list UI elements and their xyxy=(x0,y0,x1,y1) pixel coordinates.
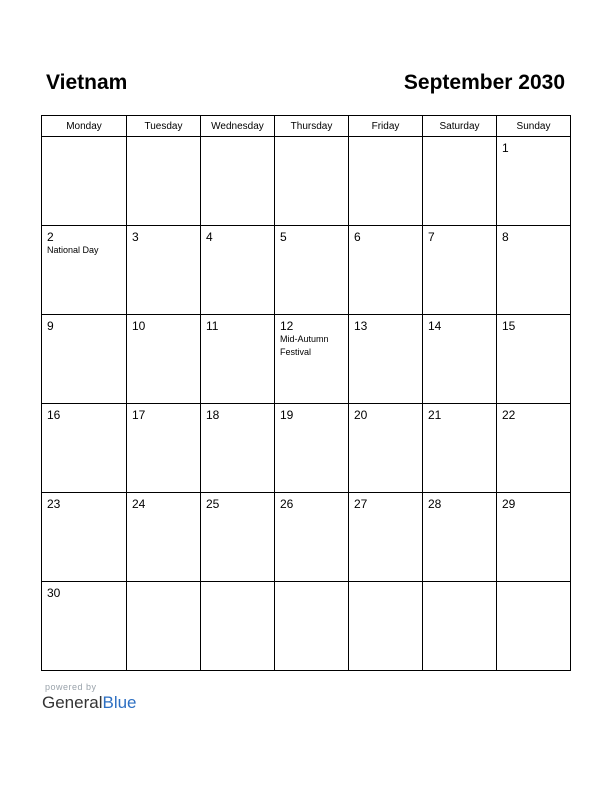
day-number: 1 xyxy=(502,141,509,155)
day-number: 21 xyxy=(428,408,442,422)
day-cell xyxy=(201,137,275,226)
powered-by-text: powered by xyxy=(45,682,97,692)
day-number: 5 xyxy=(280,230,287,244)
day-cell xyxy=(127,315,201,404)
day-number xyxy=(275,137,348,141)
day-number: 15 xyxy=(502,319,516,333)
day-cell xyxy=(349,493,423,582)
day-cell xyxy=(423,226,497,315)
day-cell xyxy=(497,582,571,671)
day-cell xyxy=(127,137,201,226)
weekday-header: Saturday xyxy=(423,116,497,137)
day-number: 9 xyxy=(47,319,54,333)
day-number: 27 xyxy=(354,497,368,511)
day-number: 11 xyxy=(206,319,219,333)
weekday-header: Wednesday xyxy=(201,116,275,137)
day-cell xyxy=(42,404,127,493)
logo-blue-text: Blue xyxy=(102,693,137,712)
day-cell xyxy=(423,582,497,671)
day-number: 29 xyxy=(502,497,516,511)
day-cell xyxy=(201,493,275,582)
weekday-header: Tuesday xyxy=(127,116,201,137)
day-cell xyxy=(127,404,201,493)
day-number: 24 xyxy=(132,497,146,511)
weekday-header: Friday xyxy=(349,116,423,137)
day-cell xyxy=(201,315,275,404)
day-number xyxy=(201,137,274,141)
month-title: September 2030 xyxy=(403,71,565,94)
calendar-grid xyxy=(41,115,571,671)
day-cell xyxy=(349,226,423,315)
day-number: 22 xyxy=(502,408,516,422)
day-number: 8 xyxy=(502,230,509,244)
day-cell xyxy=(127,493,201,582)
day-cell xyxy=(275,582,349,671)
day-number: 25 xyxy=(206,497,220,511)
day-cell xyxy=(497,315,571,404)
day-number xyxy=(497,582,570,586)
day-cell xyxy=(127,226,201,315)
day-cell xyxy=(201,582,275,671)
logo-general-text: General xyxy=(42,693,103,712)
day-number xyxy=(275,582,348,586)
week-row xyxy=(42,404,571,493)
day-cell xyxy=(127,582,201,671)
weekday-header: Thursday xyxy=(275,116,349,137)
day-number xyxy=(349,582,422,586)
day-number xyxy=(423,582,496,586)
day-number: 26 xyxy=(280,497,294,511)
country-title: Vietnam xyxy=(46,71,128,94)
week-row xyxy=(42,226,571,315)
day-number: 12 xyxy=(280,319,294,333)
day-number: 14 xyxy=(428,319,442,333)
day-cell xyxy=(201,404,275,493)
day-cell xyxy=(275,404,349,493)
day-cell xyxy=(349,404,423,493)
day-number: 16 xyxy=(47,408,61,422)
day-cell xyxy=(423,493,497,582)
holiday-label: Mid-Autumn Festival xyxy=(280,334,329,357)
day-cell xyxy=(349,582,423,671)
day-cell xyxy=(349,137,423,226)
day-cell xyxy=(349,315,423,404)
day-number: 20 xyxy=(354,408,368,422)
day-number: 13 xyxy=(354,319,368,333)
day-number xyxy=(127,137,200,141)
day-cell xyxy=(201,226,275,315)
day-cell xyxy=(275,493,349,582)
day-number: 19 xyxy=(280,408,294,422)
weekday-header: Monday xyxy=(42,116,127,137)
day-number: 30 xyxy=(47,586,61,600)
day-number: 3 xyxy=(132,230,139,244)
day-number: 10 xyxy=(132,319,146,333)
day-number xyxy=(423,137,496,141)
day-cell xyxy=(42,226,127,315)
day-cell xyxy=(42,137,127,226)
day-cell xyxy=(423,137,497,226)
day-number: 17 xyxy=(132,408,146,422)
day-cell xyxy=(423,404,497,493)
day-cell xyxy=(42,315,127,404)
week-row xyxy=(42,582,571,671)
day-number: 18 xyxy=(206,408,220,422)
weekday-header: Sunday xyxy=(497,116,571,137)
week-row xyxy=(42,137,571,226)
day-number xyxy=(42,137,126,141)
day-cell xyxy=(275,315,349,404)
day-cell xyxy=(497,226,571,315)
day-number: 23 xyxy=(47,497,61,511)
generalblue-logo[interactable] xyxy=(42,693,137,713)
weekday-header-row xyxy=(42,116,571,137)
week-row xyxy=(42,493,571,582)
day-cell xyxy=(497,404,571,493)
day-number: 6 xyxy=(354,230,361,244)
holiday-label: National Day xyxy=(47,245,99,255)
day-cell xyxy=(275,226,349,315)
day-number xyxy=(349,137,422,141)
day-cell xyxy=(497,137,571,226)
day-number: 2 xyxy=(47,230,54,244)
day-number: 28 xyxy=(428,497,442,511)
day-number xyxy=(201,582,274,586)
day-number xyxy=(127,582,200,586)
day-cell xyxy=(423,315,497,404)
day-cell xyxy=(42,493,127,582)
week-row xyxy=(42,315,571,404)
day-cell xyxy=(497,493,571,582)
day-cell xyxy=(275,137,349,226)
day-cell xyxy=(42,582,127,671)
calendar-body xyxy=(42,137,571,671)
day-number: 7 xyxy=(428,230,435,244)
day-number: 4 xyxy=(206,230,213,244)
